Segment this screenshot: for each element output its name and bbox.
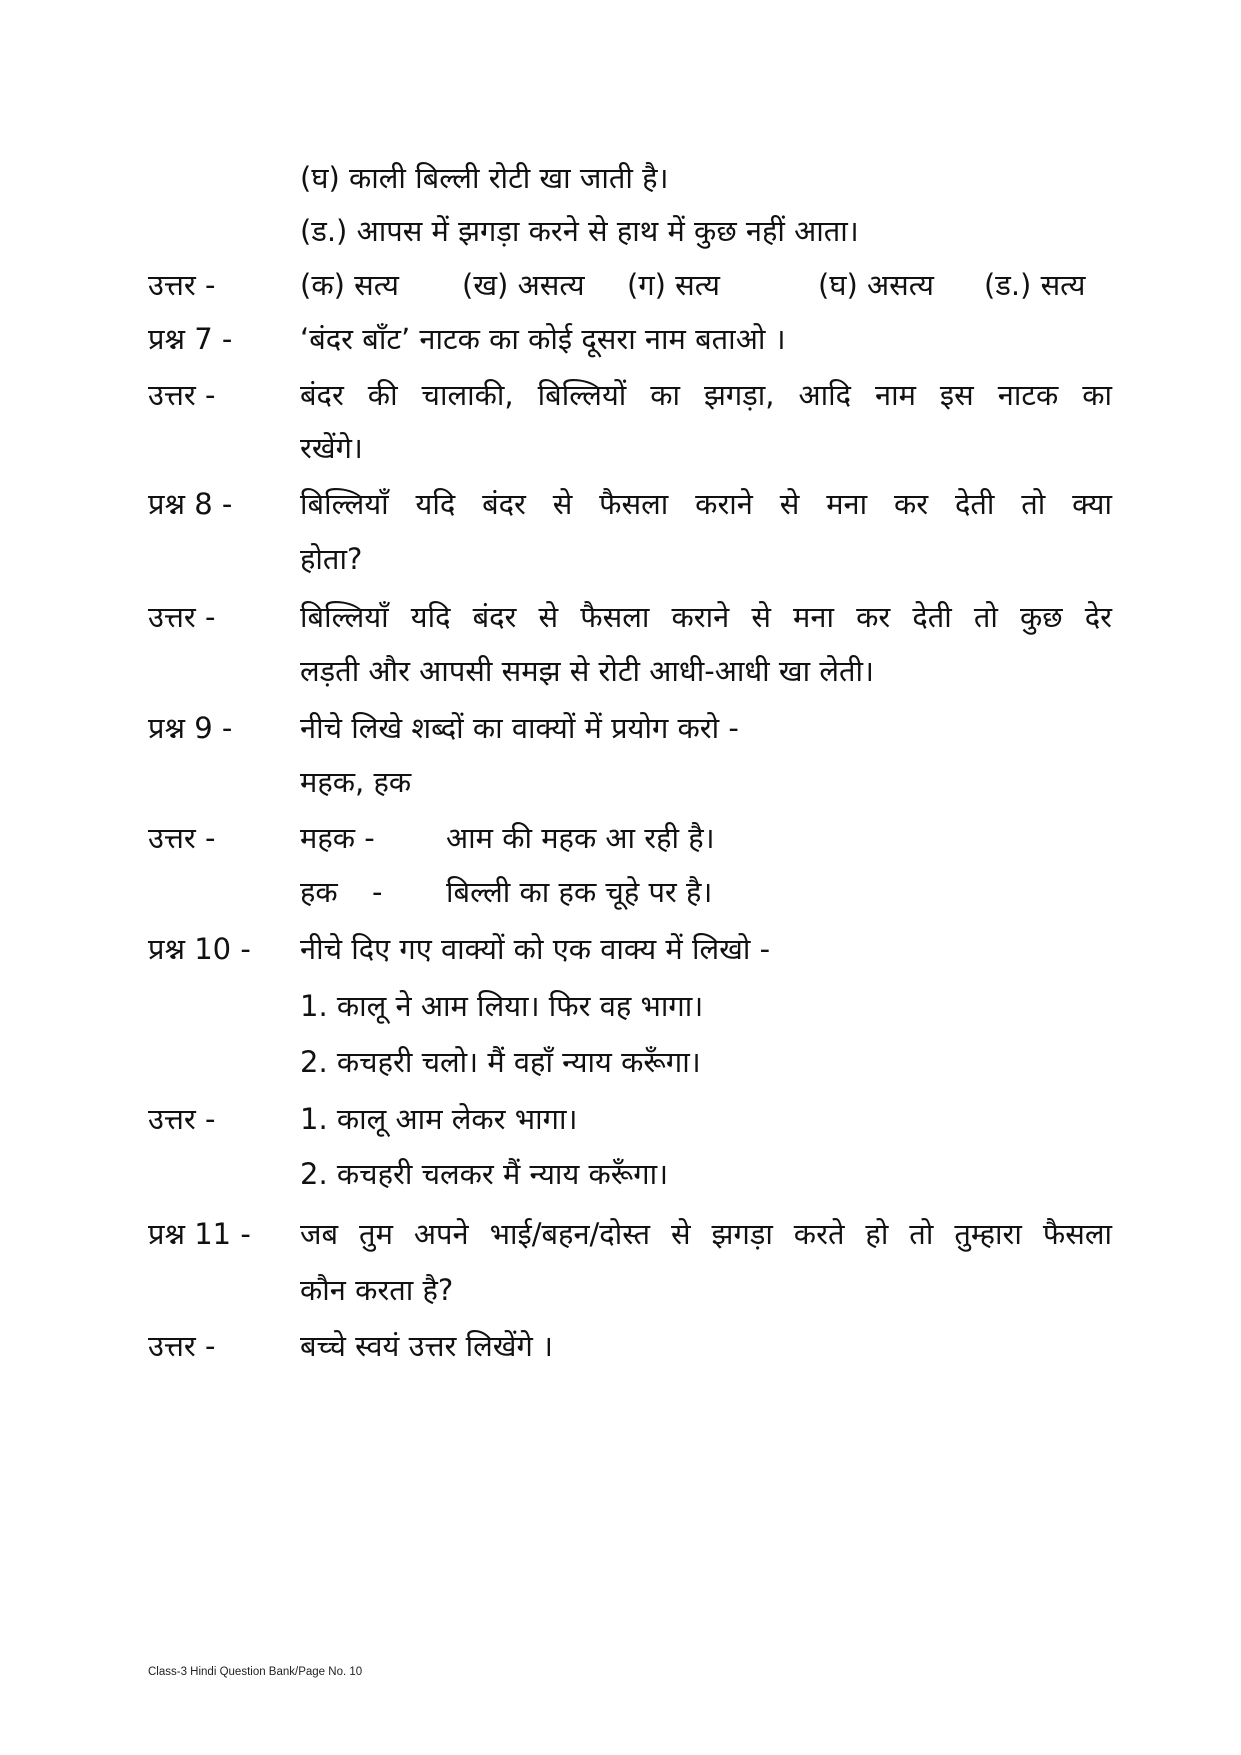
question-item: 2. कचहरी चलो। मैं वहाँ न्याय करूँगा। <box>300 1045 701 1079</box>
answer-k: (क) सत्य <box>300 268 399 302</box>
answer-label: उत्तर - <box>148 268 216 302</box>
question-10 <box>0 921 1241 977</box>
answer-9 <box>0 810 1241 866</box>
question-label: प्रश्न 7 - <box>148 322 233 356</box>
question-text: बिल्लियाँ यदि बंदर से फैसला कराने से मना कर देती तो क्या <box>300 487 1112 521</box>
answer-label: उत्तर - <box>148 600 216 634</box>
question-10-item-1 <box>0 978 1241 1034</box>
answer-9-cont <box>0 864 1241 920</box>
answer-text: बिल्लियाँ यदि बंदर से फैसला कराने से मना कर देती तो कुछ देर <box>300 600 1112 634</box>
statement-d <box>0 203 1241 259</box>
answer-sentence: आम की महक आ रही है। <box>446 821 715 855</box>
answer-d: (ड.) सत्य <box>984 268 1086 302</box>
answer-item: 1. कालू आम लेकर भागा। <box>300 1102 578 1136</box>
answer-word: हक <box>300 875 338 909</box>
statement-text: (ड.) आपस में झगड़ा करने से हाथ में कुछ नहीं आता। <box>300 214 859 248</box>
question-9 <box>0 700 1241 756</box>
question-text: नीचे लिखे शब्दों का वाक्यों में प्रयोग करो - <box>300 711 739 745</box>
answer-label: उत्तर - <box>148 378 216 412</box>
answer-label: उत्तर - <box>148 1102 216 1136</box>
answer-8-cont <box>0 643 1241 699</box>
question-text: ‘बंदर बाँट’ नाटक का कोई दूसरा नाम बताओ । <box>300 322 786 356</box>
question-10-item-2 <box>0 1034 1241 1090</box>
answer-10 <box>0 1091 1241 1147</box>
answer-sentence: बिल्ली का हक चूहे पर है। <box>446 875 713 909</box>
question-9-words <box>0 754 1241 810</box>
answer-7-cont <box>0 420 1241 476</box>
answer-text: रखेंगे। <box>300 431 363 465</box>
question-label: प्रश्न 9 - <box>148 711 233 745</box>
question-11-cont <box>0 1262 1241 1318</box>
answer-kh: (ख) असत्य <box>462 268 585 302</box>
question-text: महक, हक <box>300 765 412 799</box>
question-label: प्रश्न 11 - <box>148 1217 251 1251</box>
question-label: प्रश्न 8 - <box>148 487 233 521</box>
answer-word: महक - <box>300 821 375 855</box>
answer-dash: - <box>372 875 383 909</box>
answer-gh: (घ) असत्य <box>818 268 934 302</box>
answer-label: उत्तर - <box>148 821 216 855</box>
answer-text: लड़ती और आपसी समझ से रोटी आधी-आधी खा लेती। <box>300 654 875 688</box>
answer-10-item-2 <box>0 1146 1241 1202</box>
question-item: 1. कालू ने आम लिया। फिर वह भागा। <box>300 989 704 1023</box>
answer-text: बंदर की चालाकी, बिल्लियों का झगड़ा, आदि नाम इस नाटक का <box>300 378 1112 412</box>
answer-text: बच्चे स्वयं उत्तर लिखेंगे । <box>300 1329 554 1363</box>
answer-8 <box>0 589 1241 645</box>
question-8 <box>0 476 1241 532</box>
answer-label: उत्तर - <box>148 1329 216 1363</box>
question-text: कौन करता है? <box>300 1273 454 1307</box>
question-8-cont <box>0 531 1241 587</box>
answer-11 <box>0 1318 1241 1374</box>
question-label: प्रश्न 10 - <box>148 932 251 966</box>
question-text: जब तुम अपने भाई/बहन/दोस्त से झगड़ा करते हो तो तुम्हारा फैसला <box>300 1217 1112 1251</box>
statement-text: (घ) काली बिल्ली रोटी खा जाती है। <box>300 161 669 195</box>
answer-7 <box>0 367 1241 423</box>
statement-gh <box>0 150 1241 206</box>
answer-g: (ग) सत्य <box>627 268 721 302</box>
question-7 <box>0 311 1241 367</box>
page-footer: Class-3 Hindi Question Bank/Page No. 10 <box>148 1666 363 1678</box>
answer-6 <box>0 257 1241 313</box>
question-11 <box>0 1206 1241 1262</box>
question-text: होता? <box>300 542 363 576</box>
question-text: नीचे दिए गए वाक्यों को एक वाक्य में लिखो - <box>300 932 771 966</box>
answer-item: 2. कचहरी चलकर मैं न्याय करूँगा। <box>300 1157 669 1191</box>
